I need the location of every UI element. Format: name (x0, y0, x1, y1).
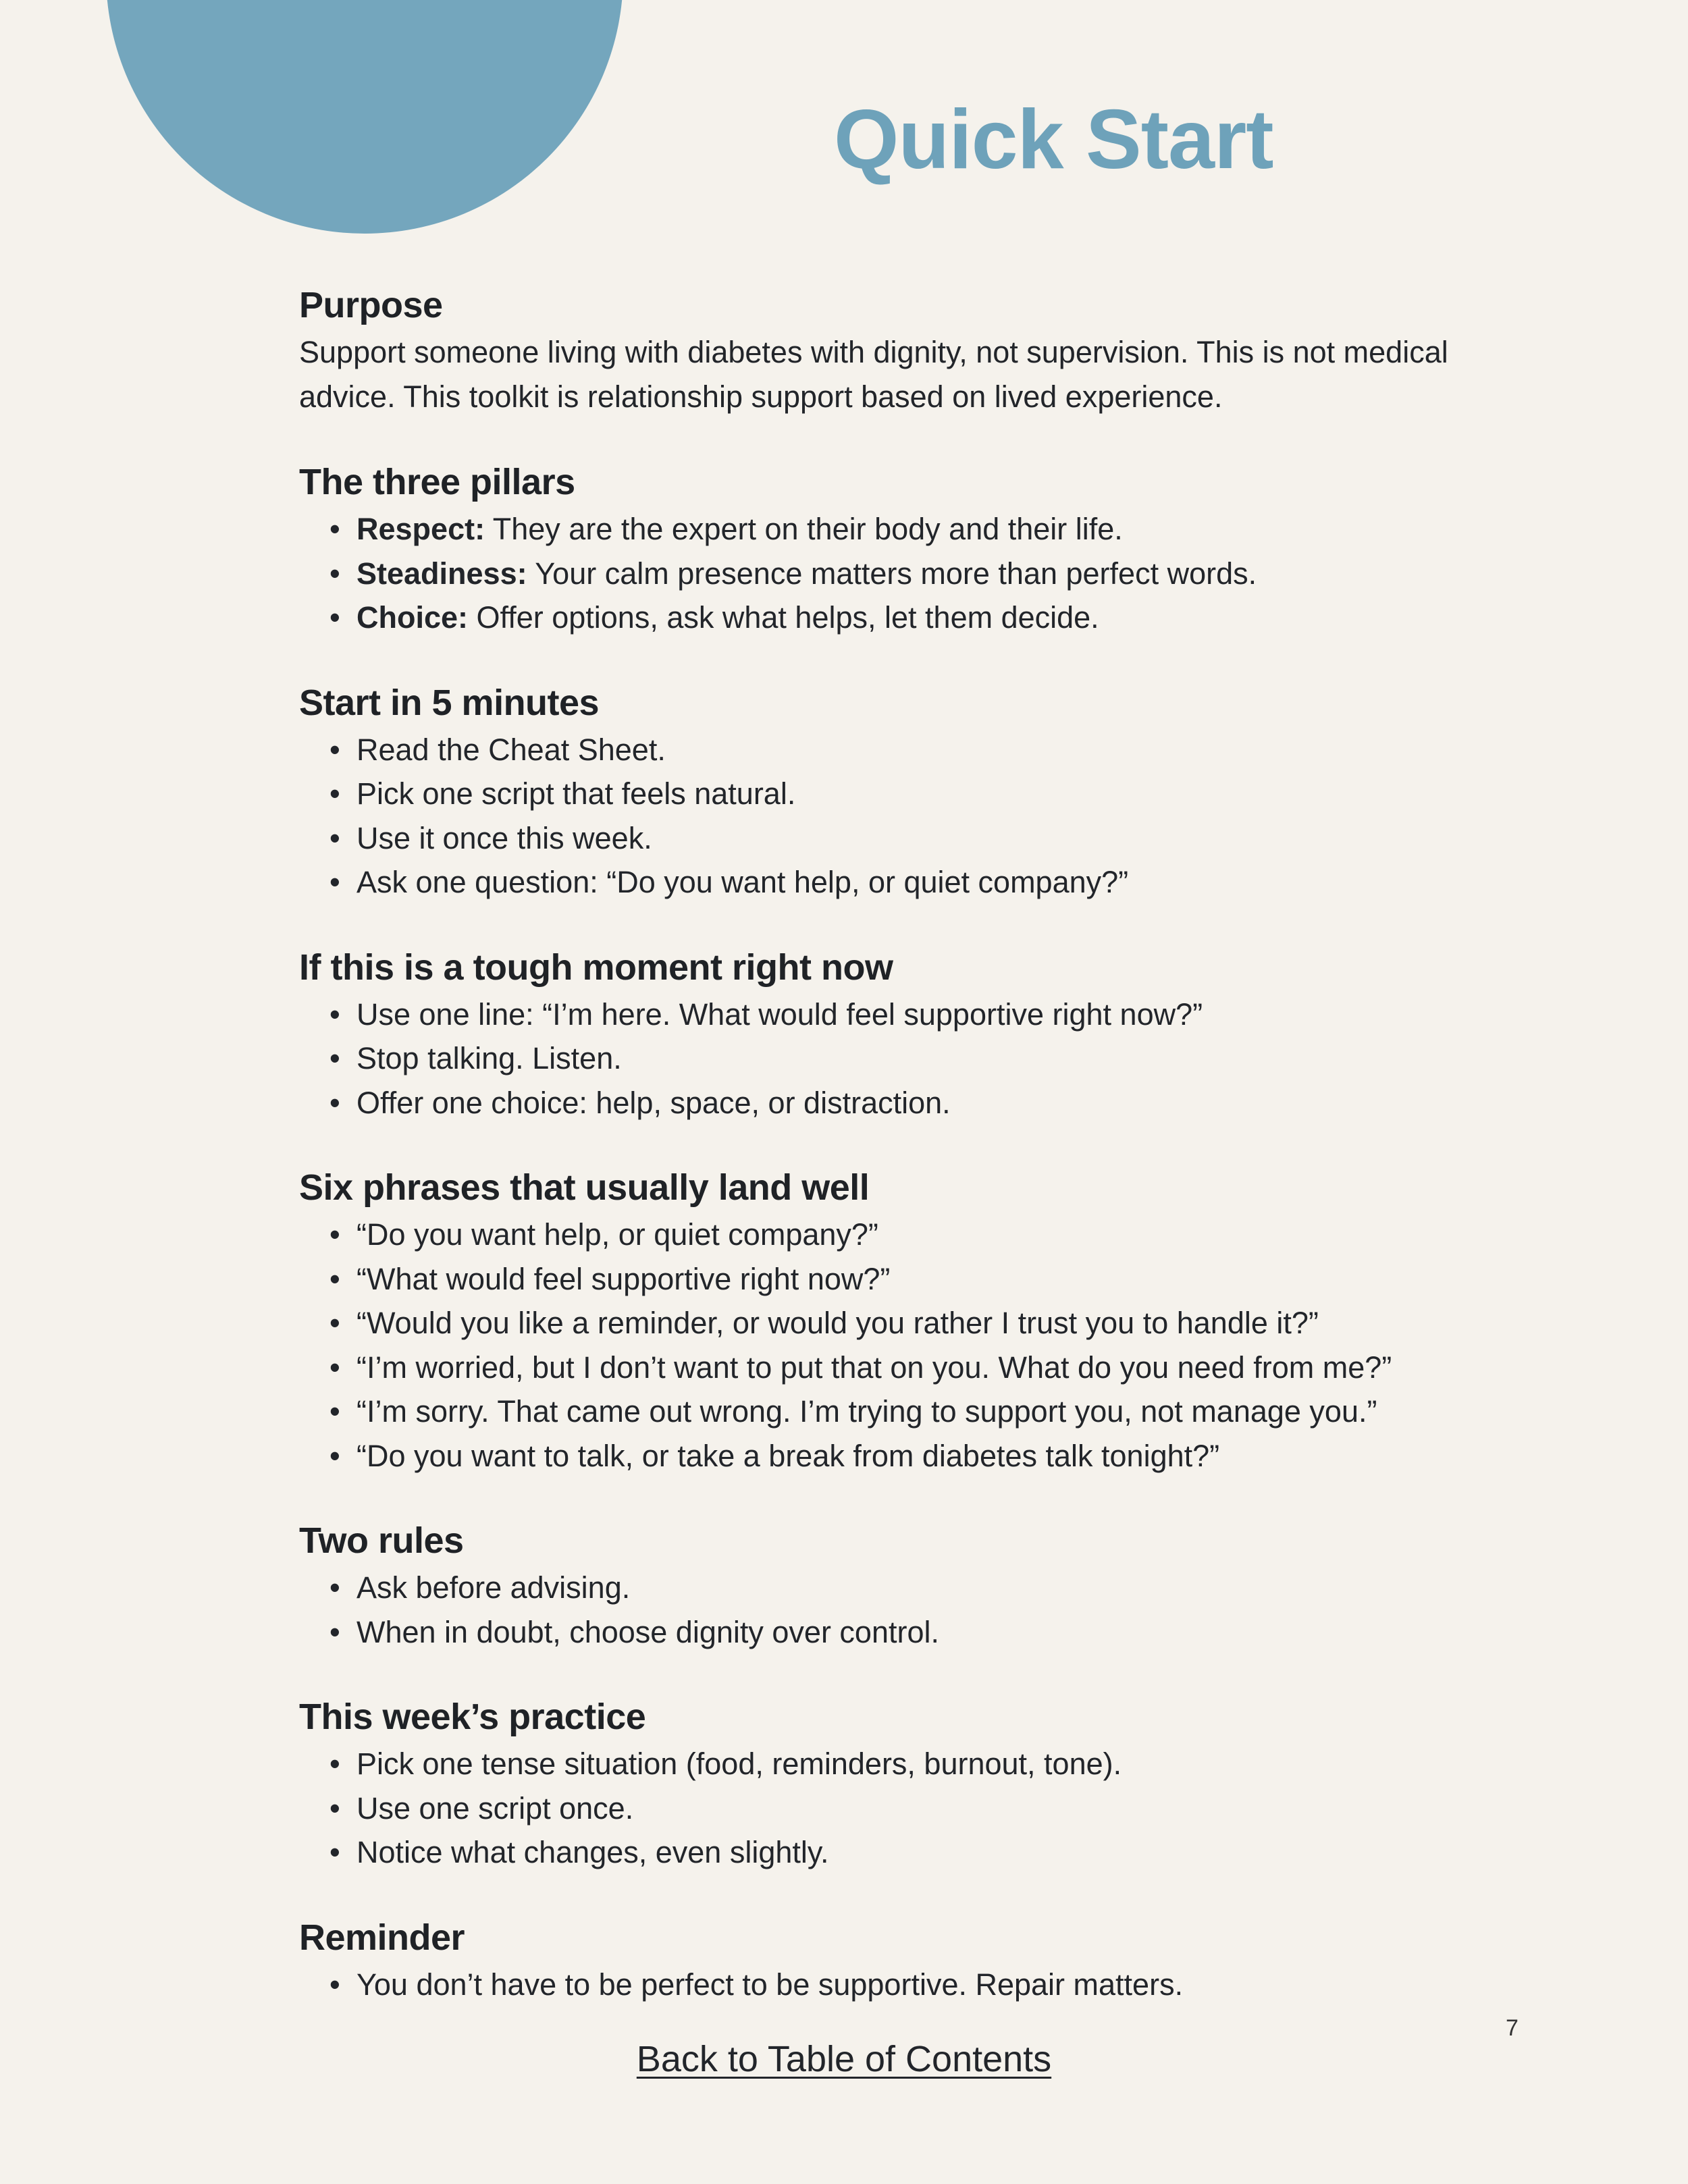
list-item (329, 1610, 1582, 1655)
list-item (329, 1257, 1582, 1302)
page-number: 7 (1506, 2015, 1519, 2041)
list-item-text: Pick one tense situation (food, reminders, burnout, tone). (357, 1747, 1122, 1781)
list-item (329, 860, 1582, 905)
pillar-term: Steadiness: (357, 556, 527, 591)
section-phrases (299, 1163, 1582, 1478)
section-heading: Start in 5 minutes (299, 682, 600, 723)
rules-list (299, 1566, 1582, 1654)
section-reminder (299, 1913, 1582, 2007)
list-item-text: Ask before advising. (357, 1570, 631, 1605)
list-item-text: Use one script once. (357, 1790, 634, 1826)
section-heading: Purpose (299, 285, 443, 325)
pillar-term: Choice: (357, 600, 469, 635)
list-item-text: Notice what changes, even slightly. (357, 1835, 829, 1869)
list-item (329, 772, 1582, 816)
list-item (329, 1963, 1582, 2007)
list-item-text: “Do you want help, or quiet company?” (357, 1217, 878, 1252)
list-item (329, 1036, 1582, 1081)
list-item-text: Use it once this week. (357, 820, 652, 855)
bullet-icon: • (329, 1747, 340, 1781)
list-item-text: “Would you like a reminder, or would you rather I trust you to handle it?” (357, 1306, 1319, 1340)
list-item-text: “I’m worried, but I don’t want to put that on you. What do you need from me?” (357, 1350, 1392, 1385)
bullet-icon: • (329, 1350, 340, 1385)
back-link-container (0, 2032, 1688, 2086)
list-item (329, 1301, 1582, 1346)
page-title: Quick Start (834, 93, 1273, 186)
pillar-term: Respect: (357, 512, 485, 546)
phrases-list (299, 1213, 1582, 1478)
start-list (299, 728, 1582, 905)
decorative-circle (106, 0, 623, 234)
list-item-text: “What would feel supportive right now?” (357, 1261, 891, 1296)
list-item (329, 1081, 1582, 1125)
section-tough-moment (299, 942, 1582, 1125)
bullet-icon: • (329, 996, 340, 1032)
practice-list (299, 1742, 1582, 1875)
list-item (329, 1566, 1582, 1610)
list-item (329, 1346, 1582, 1390)
section-start (299, 678, 1582, 905)
bullet-icon: • (329, 1967, 340, 2002)
list-item (329, 1389, 1582, 1434)
section-pillars (299, 457, 1582, 640)
section-rules (299, 1516, 1582, 1654)
section-heading: The three pillars (299, 462, 575, 502)
section-purpose (299, 280, 1582, 419)
bullet-icon: • (329, 1394, 340, 1429)
bullet-icon: • (329, 820, 340, 855)
bullet-icon: • (329, 1438, 340, 1473)
list-item-text: Ask one question: “Do you want help, or quiet company?” (357, 865, 1129, 899)
list-item (329, 816, 1582, 861)
bullet-icon: • (329, 732, 340, 767)
list-item (329, 1213, 1582, 1257)
list-item (329, 1742, 1582, 1786)
bullet-icon: • (329, 512, 340, 546)
back-to-toc-link[interactable]: Back to Table of Contents (636, 2039, 1052, 2079)
bullet-icon: • (329, 1790, 340, 1826)
bullet-icon: • (329, 1614, 340, 1649)
bullet-icon: • (329, 1041, 340, 1075)
list-item (329, 595, 1582, 640)
section-heading: This week’s practice (299, 1697, 646, 1737)
pillar-text: Offer options, ask what helps, let them decide. (468, 600, 1099, 635)
list-item (329, 507, 1582, 552)
list-item (329, 728, 1582, 772)
bullet-icon: • (329, 1835, 340, 1869)
list-item (329, 552, 1582, 596)
main-content (299, 280, 1582, 2044)
pillar-text: They are the expert on their body and their life. (485, 512, 1123, 546)
list-item-text: Stop talking. Listen. (357, 1041, 622, 1075)
list-item (329, 1434, 1582, 1479)
section-practice (299, 1692, 1582, 1875)
bullet-icon: • (329, 1217, 340, 1252)
section-heading: If this is a tough moment right now (299, 947, 893, 988)
bullet-icon: • (329, 1085, 340, 1120)
section-heading: Reminder (299, 1917, 465, 1958)
bullet-icon: • (329, 556, 340, 591)
bullet-icon: • (329, 1306, 340, 1340)
list-item (329, 1786, 1582, 1831)
bullet-icon: • (329, 776, 340, 811)
list-item-text: Read the Cheat Sheet. (357, 732, 666, 767)
bullet-icon: • (329, 1570, 340, 1605)
section-heading: Six phrases that usually land well (299, 1167, 870, 1208)
pillars-list (299, 507, 1582, 640)
reminder-list (299, 1963, 1582, 2007)
bullet-icon: • (329, 1261, 340, 1296)
bullet-icon: • (329, 865, 340, 899)
section-heading: Two rules (299, 1520, 464, 1561)
bullet-icon: • (329, 600, 340, 635)
purpose-text: Support someone living with diabetes with dignity, not supervision. This is not medical advice. This toolkit is relationship support based on lived experience. (299, 335, 1448, 414)
list-item (329, 992, 1582, 1037)
list-item-text: When in doubt, choose dignity over control. (357, 1614, 939, 1649)
tough-list (299, 992, 1582, 1125)
list-item-text: Pick one script that feels natural. (357, 776, 796, 811)
list-item (329, 1830, 1582, 1875)
list-item-text: Offer one choice: help, space, or distraction. (357, 1085, 951, 1120)
list-item-text: Use one line: “I’m here. What would feel supportive right now?” (357, 996, 1203, 1032)
pillar-text: Your calm presence matters more than perfect words. (527, 556, 1257, 591)
list-item-text: You don’t have to be perfect to be supportive. Repair matters. (357, 1967, 1184, 2002)
list-item-text: “Do you want to talk, or take a break from diabetes talk tonight?” (357, 1438, 1220, 1473)
list-item-text: “I’m sorry. That came out wrong. I’m trying to support you, not manage you.” (357, 1394, 1377, 1429)
